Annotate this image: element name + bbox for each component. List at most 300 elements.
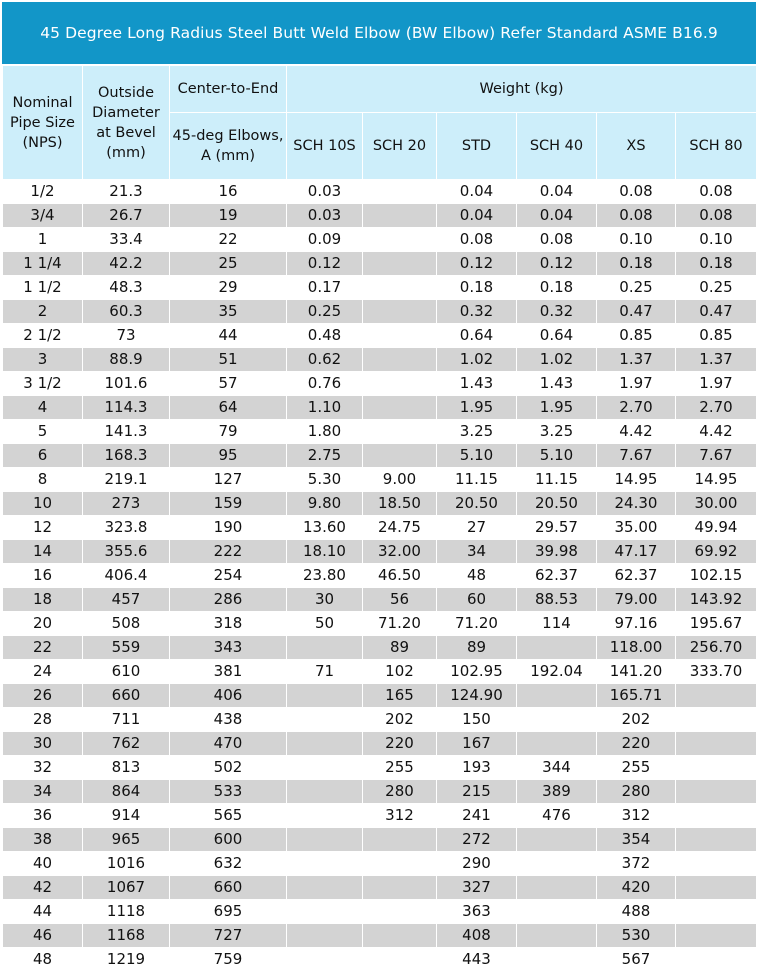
cell-center-to-end: 438 [170,708,287,732]
cell-xs: 0.25 [597,276,676,300]
table-row [3,180,757,204]
table-row [3,876,757,900]
cell-nps: 1/2 [3,180,83,204]
cell-outside-diameter: 1016 [83,852,170,876]
cell-sch-20 [363,876,437,900]
cell-sch-20: 9.00 [363,468,437,492]
cell-sch-20 [363,348,437,372]
cell-outside-diameter: 1067 [83,876,170,900]
cell-sch-80: 30.00 [676,492,757,516]
cell-outside-diameter: 48.3 [83,276,170,300]
table-row [3,948,757,972]
table-row [3,780,757,804]
cell-center-to-end: 190 [170,516,287,540]
cell-nps: 32 [3,756,83,780]
cell-sch-80 [676,708,757,732]
cell-center-to-end: 44 [170,324,287,348]
cell-outside-diameter: 60.3 [83,300,170,324]
cell-sch-10s: 1.80 [287,420,363,444]
cell-xs: 165.71 [597,684,676,708]
cell-std: 60 [437,588,517,612]
cell-std: 167 [437,732,517,756]
cell-sch-20 [363,948,437,972]
cell-nps: 26 [3,684,83,708]
cell-outside-diameter: 610 [83,660,170,684]
cell-std: 20.50 [437,492,517,516]
cell-outside-diameter: 864 [83,780,170,804]
cell-outside-diameter: 1118 [83,900,170,924]
cell-std: 0.08 [437,228,517,252]
cell-sch-40: 0.12 [517,252,597,276]
cell-sch-40: 0.04 [517,204,597,228]
cell-sch-10s: 0.03 [287,204,363,228]
cell-sch-20: 220 [363,732,437,756]
cell-outside-diameter: 762 [83,732,170,756]
cell-xs: 47.17 [597,540,676,564]
table-row [3,300,757,324]
cell-sch-10s [287,828,363,852]
header-xs: XS [597,113,676,180]
cell-center-to-end: 222 [170,540,287,564]
cell-center-to-end: 159 [170,492,287,516]
cell-center-to-end: 381 [170,660,287,684]
cell-nps: 6 [3,444,83,468]
cell-outside-diameter: 88.9 [83,348,170,372]
cell-sch-20 [363,300,437,324]
cell-outside-diameter: 711 [83,708,170,732]
header-45-deg-elbows: 45-deg Elbows, A (mm) [170,113,287,180]
cell-sch-20 [363,420,437,444]
cell-center-to-end: 16 [170,180,287,204]
cell-xs: 1.97 [597,372,676,396]
table-row [3,756,757,780]
cell-xs: 488 [597,900,676,924]
cell-sch-80: 333.70 [676,660,757,684]
cell-nps: 2 [3,300,83,324]
cell-outside-diameter: 1168 [83,924,170,948]
cell-outside-diameter: 355.6 [83,540,170,564]
header-weight: Weight (kg) [287,66,757,113]
cell-xs: 0.08 [597,180,676,204]
cell-center-to-end: 759 [170,948,287,972]
cell-nps: 34 [3,780,83,804]
cell-xs: 7.67 [597,444,676,468]
cell-sch-20 [363,444,437,468]
cell-xs: 0.18 [597,252,676,276]
cell-sch-80: 4.42 [676,420,757,444]
cell-sch-40: 0.04 [517,180,597,204]
cell-outside-diameter: 273 [83,492,170,516]
cell-std: 150 [437,708,517,732]
cell-sch-80 [676,684,757,708]
cell-std: 327 [437,876,517,900]
cell-std: 408 [437,924,517,948]
cell-outside-diameter: 101.6 [83,372,170,396]
cell-sch-40: 1.43 [517,372,597,396]
cell-sch-20 [363,204,437,228]
cell-xs: 1.37 [597,348,676,372]
cell-nps: 38 [3,828,83,852]
cell-outside-diameter: 457 [83,588,170,612]
header-sch-10s: SCH 10S [287,113,363,180]
cell-std: 290 [437,852,517,876]
cell-xs: 530 [597,924,676,948]
cell-sch-40 [517,852,597,876]
cell-sch-40 [517,876,597,900]
cell-sch-20: 280 [363,780,437,804]
cell-std: 34 [437,540,517,564]
cell-outside-diameter: 33.4 [83,228,170,252]
table-row [3,540,757,564]
cell-sch-40 [517,900,597,924]
cell-xs: 2.70 [597,396,676,420]
cell-xs: 280 [597,780,676,804]
cell-sch-40: 5.10 [517,444,597,468]
cell-nps: 1 [3,228,83,252]
cell-center-to-end: 79 [170,420,287,444]
cell-sch-80: 0.47 [676,300,757,324]
cell-nps: 40 [3,852,83,876]
cell-xs: 567 [597,948,676,972]
cell-sch-80: 0.18 [676,252,757,276]
cell-sch-40: 114 [517,612,597,636]
cell-outside-diameter: 406.4 [83,564,170,588]
cell-sch-40: 192.04 [517,660,597,684]
cell-std: 124.90 [437,684,517,708]
cell-std: 11.15 [437,468,517,492]
table-row [3,588,757,612]
cell-std: 27 [437,516,517,540]
cell-std: 1.02 [437,348,517,372]
cell-xs: 35.00 [597,516,676,540]
cell-sch-10s [287,852,363,876]
cell-xs: 141.20 [597,660,676,684]
cell-sch-20 [363,852,437,876]
table-row [3,372,757,396]
cell-std: 89 [437,636,517,660]
cell-nps: 1 1/4 [3,252,83,276]
cell-sch-40: 88.53 [517,588,597,612]
cell-outside-diameter: 73 [83,324,170,348]
cell-outside-diameter: 219.1 [83,468,170,492]
cell-sch-10s: 5.30 [287,468,363,492]
cell-std: 0.64 [437,324,517,348]
cell-sch-40: 344 [517,756,597,780]
table-row [3,708,757,732]
cell-nps: 8 [3,468,83,492]
cell-std: 3.25 [437,420,517,444]
cell-sch-80 [676,948,757,972]
header-std: STD [437,113,517,180]
cell-outside-diameter: 914 [83,804,170,828]
cell-sch-80: 69.92 [676,540,757,564]
cell-sch-20: 56 [363,588,437,612]
cell-sch-40: 0.18 [517,276,597,300]
cell-xs: 220 [597,732,676,756]
cell-xs: 0.47 [597,300,676,324]
cell-outside-diameter: 168.3 [83,444,170,468]
cell-xs: 4.42 [597,420,676,444]
cell-sch-10s: 23.80 [287,564,363,588]
cell-nps: 22 [3,636,83,660]
cell-sch-80 [676,780,757,804]
cell-outside-diameter: 813 [83,756,170,780]
cell-outside-diameter: 508 [83,612,170,636]
cell-sch-80: 0.85 [676,324,757,348]
cell-sch-10s: 0.12 [287,252,363,276]
cell-sch-20: 89 [363,636,437,660]
cell-sch-40: 29.57 [517,516,597,540]
cell-center-to-end: 727 [170,924,287,948]
cell-center-to-end: 51 [170,348,287,372]
cell-center-to-end: 254 [170,564,287,588]
cell-sch-10s: 0.62 [287,348,363,372]
cell-sch-10s: 0.09 [287,228,363,252]
cell-outside-diameter: 965 [83,828,170,852]
cell-sch-10s [287,780,363,804]
cell-center-to-end: 286 [170,588,287,612]
cell-nps: 1 1/2 [3,276,83,300]
cell-sch-80 [676,804,757,828]
cell-sch-20: 24.75 [363,516,437,540]
cell-std: 71.20 [437,612,517,636]
cell-center-to-end: 19 [170,204,287,228]
cell-center-to-end: 533 [170,780,287,804]
cell-std: 193 [437,756,517,780]
cell-sch-10s [287,924,363,948]
table-row [3,396,757,420]
cell-outside-diameter: 141.3 [83,420,170,444]
cell-sch-20: 255 [363,756,437,780]
cell-nps: 36 [3,804,83,828]
cell-nps: 12 [3,516,83,540]
table-row [3,852,757,876]
table-row [3,900,757,924]
cell-outside-diameter: 114.3 [83,396,170,420]
cell-sch-20: 71.20 [363,612,437,636]
cell-sch-40 [517,636,597,660]
cell-sch-80 [676,924,757,948]
table-row [3,828,757,852]
cell-sch-20 [363,924,437,948]
cell-nps: 4 [3,396,83,420]
cell-sch-20 [363,252,437,276]
cell-std: 0.32 [437,300,517,324]
cell-center-to-end: 502 [170,756,287,780]
cell-sch-80: 0.10 [676,228,757,252]
cell-std: 443 [437,948,517,972]
cell-sch-40: 1.95 [517,396,597,420]
cell-sch-10s: 13.60 [287,516,363,540]
cell-xs: 354 [597,828,676,852]
cell-sch-20: 32.00 [363,540,437,564]
cell-xs: 14.95 [597,468,676,492]
cell-std: 0.12 [437,252,517,276]
cell-nps: 3 [3,348,83,372]
header-sch-40: SCH 40 [517,113,597,180]
table-row [3,228,757,252]
cell-sch-40: 1.02 [517,348,597,372]
cell-sch-40 [517,732,597,756]
cell-sch-20 [363,228,437,252]
cell-sch-20 [363,276,437,300]
cell-sch-20: 202 [363,708,437,732]
cell-outside-diameter: 323.8 [83,516,170,540]
table-row [3,924,757,948]
cell-sch-40 [517,924,597,948]
cell-std: 363 [437,900,517,924]
cell-center-to-end: 35 [170,300,287,324]
header-sch-80: SCH 80 [676,113,757,180]
table-row [3,564,757,588]
cell-center-to-end: 470 [170,732,287,756]
cell-sch-10s [287,732,363,756]
cell-sch-40 [517,708,597,732]
table-header [3,66,757,180]
cell-center-to-end: 25 [170,252,287,276]
cell-sch-40: 0.32 [517,300,597,324]
cell-sch-10s: 1.10 [287,396,363,420]
cell-sch-80: 143.92 [676,588,757,612]
cell-nps: 20 [3,612,83,636]
cell-center-to-end: 565 [170,804,287,828]
cell-xs: 62.37 [597,564,676,588]
cell-std: 0.04 [437,204,517,228]
cell-nps: 3 1/2 [3,372,83,396]
cell-std: 48 [437,564,517,588]
cell-sch-40 [517,828,597,852]
cell-sch-40: 11.15 [517,468,597,492]
cell-sch-80: 0.25 [676,276,757,300]
cell-xs: 118.00 [597,636,676,660]
cell-sch-80: 1.97 [676,372,757,396]
cell-sch-80 [676,732,757,756]
cell-sch-80: 0.08 [676,180,757,204]
table-row [3,684,757,708]
cell-sch-10s: 0.76 [287,372,363,396]
cell-center-to-end: 29 [170,276,287,300]
cell-sch-80: 1.37 [676,348,757,372]
table-row [3,516,757,540]
cell-sch-80: 256.70 [676,636,757,660]
cell-xs: 372 [597,852,676,876]
cell-outside-diameter: 559 [83,636,170,660]
cell-xs: 0.10 [597,228,676,252]
cell-sch-80: 0.08 [676,204,757,228]
table-row [3,468,757,492]
cell-std: 272 [437,828,517,852]
cell-sch-20: 18.50 [363,492,437,516]
header-nominal-pipe-size: Nominal Pipe Size (NPS) [3,66,83,180]
cell-std: 241 [437,804,517,828]
cell-sch-80: 195.67 [676,612,757,636]
cell-sch-10s: 9.80 [287,492,363,516]
cell-sch-80: 49.94 [676,516,757,540]
cell-sch-10s [287,708,363,732]
cell-std: 102.95 [437,660,517,684]
cell-xs: 0.08 [597,204,676,228]
cell-nps: 18 [3,588,83,612]
table-row [3,732,757,756]
table-title: 45 Degree Long Radius Steel Butt Weld Elbow (BW Elbow) Refer Standard ASME B16.9 [2,2,756,64]
cell-center-to-end: 343 [170,636,287,660]
cell-nps: 42 [3,876,83,900]
cell-center-to-end: 95 [170,444,287,468]
cell-sch-80 [676,852,757,876]
cell-nps: 46 [3,924,83,948]
cell-xs: 97.16 [597,612,676,636]
table-row [3,252,757,276]
cell-sch-40: 3.25 [517,420,597,444]
cell-nps: 48 [3,948,83,972]
cell-sch-40: 62.37 [517,564,597,588]
cell-std: 1.43 [437,372,517,396]
cell-nps: 3/4 [3,204,83,228]
cell-sch-20: 102 [363,660,437,684]
cell-sch-10s [287,684,363,708]
cell-sch-80: 7.67 [676,444,757,468]
cell-sch-20: 312 [363,804,437,828]
cell-nps: 5 [3,420,83,444]
cell-center-to-end: 318 [170,612,287,636]
cell-sch-80 [676,756,757,780]
cell-sch-40: 0.08 [517,228,597,252]
table-row [3,348,757,372]
cell-nps: 44 [3,900,83,924]
table-row [3,492,757,516]
table-row [3,804,757,828]
cell-sch-10s: 50 [287,612,363,636]
table-row [3,276,757,300]
cell-sch-20 [363,180,437,204]
cell-nps: 28 [3,708,83,732]
cell-sch-10s: 71 [287,660,363,684]
cell-sch-10s: 0.25 [287,300,363,324]
cell-sch-10s: 0.48 [287,324,363,348]
cell-sch-10s [287,804,363,828]
cell-center-to-end: 660 [170,876,287,900]
cell-xs: 24.30 [597,492,676,516]
table-row [3,636,757,660]
cell-outside-diameter: 660 [83,684,170,708]
cell-sch-40 [517,948,597,972]
cell-xs: 255 [597,756,676,780]
cell-xs: 202 [597,708,676,732]
cell-center-to-end: 695 [170,900,287,924]
cell-center-to-end: 22 [170,228,287,252]
cell-sch-10s: 0.03 [287,180,363,204]
cell-xs: 312 [597,804,676,828]
table-row [3,612,757,636]
cell-sch-40: 20.50 [517,492,597,516]
cell-sch-40: 389 [517,780,597,804]
table-body [3,180,757,972]
cell-sch-10s [287,636,363,660]
cell-sch-80 [676,828,757,852]
cell-sch-20: 46.50 [363,564,437,588]
cell-center-to-end: 600 [170,828,287,852]
table-row [3,660,757,684]
cell-center-to-end: 127 [170,468,287,492]
cell-sch-10s [287,948,363,972]
cell-outside-diameter: 1219 [83,948,170,972]
cell-sch-20 [363,324,437,348]
cell-nps: 16 [3,564,83,588]
cell-nps: 2 1/2 [3,324,83,348]
cell-sch-10s [287,900,363,924]
cell-std: 1.95 [437,396,517,420]
cell-sch-40: 0.64 [517,324,597,348]
